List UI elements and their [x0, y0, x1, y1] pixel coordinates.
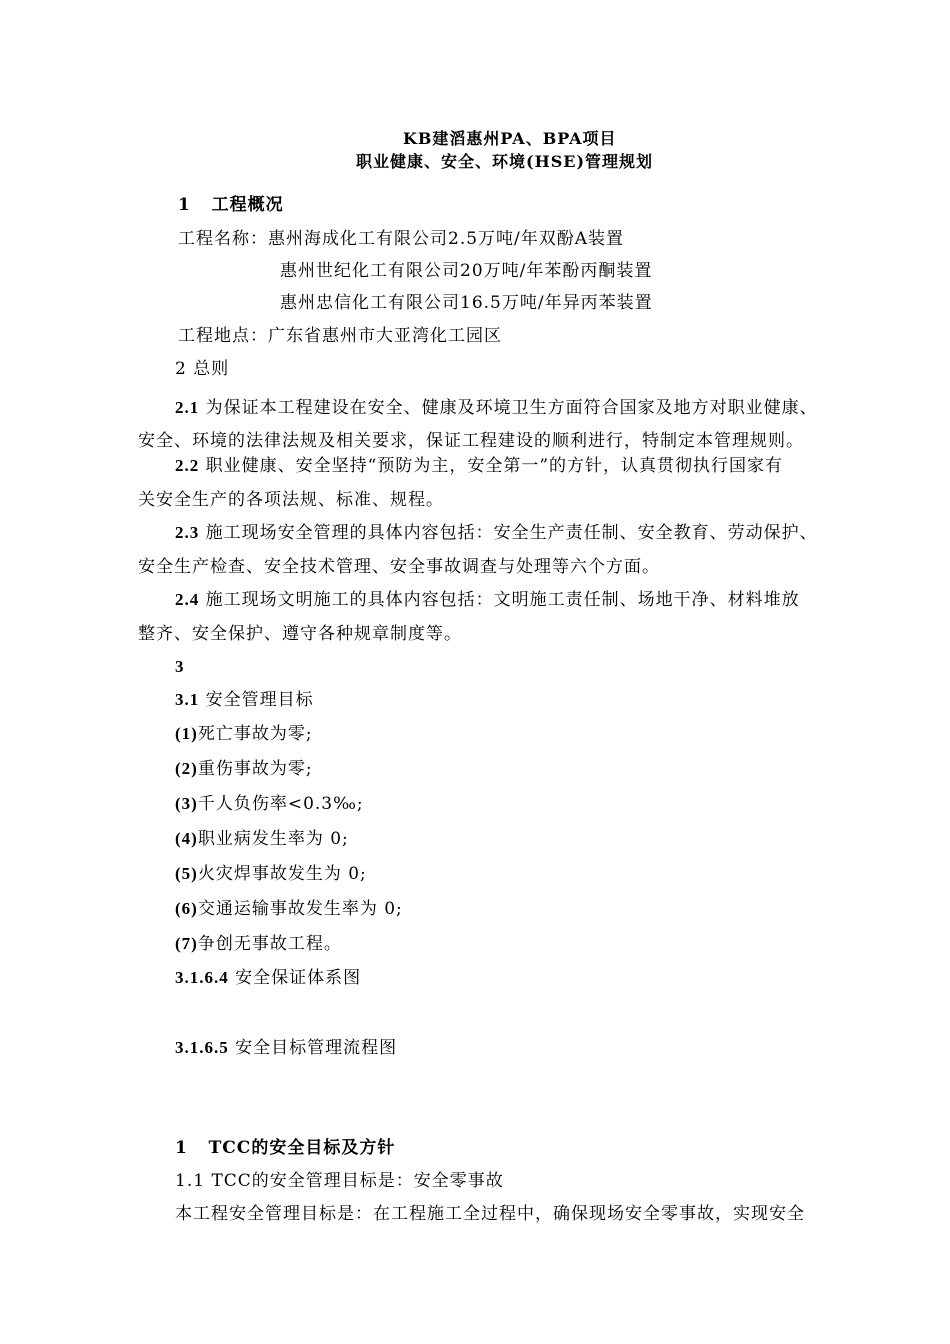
section1-heading [178, 194, 284, 216]
goal-item [175, 933, 342, 955]
goal-num: (7) [175, 934, 198, 953]
goal-item [175, 723, 313, 745]
item-2-2-line2: 关安全生产的各项法规、标准、规程。 [138, 490, 444, 510]
goal-item [175, 793, 364, 815]
item-2-2-num: 2.2 [175, 456, 200, 475]
tcc-heading [175, 1137, 395, 1159]
item-2-1-line2: 安全、环境的法律法规及相关要求，保证工程建设的顺利进行，特制定本管理规则。 [138, 431, 804, 451]
item-2-4-line2: 整齐、安全保护、遵守各种规章制度等。 [138, 624, 462, 644]
figure-title: 安全保证体系图 [235, 968, 362, 988]
item-2-3-line1 [175, 522, 818, 544]
goal-text: 千人负伤率<0.3‰; [197, 794, 364, 814]
goal-item [175, 898, 403, 920]
item-2-4-text: 施工现场文明施工的具体内容包括：文明施工责任制、场地干净、材料堆放 [205, 590, 800, 610]
goal-item [175, 863, 367, 885]
goal-text: 职业病发生率为 0; [197, 829, 349, 849]
item-2-2-line1 [175, 455, 783, 477]
item-2-1-num: 2.1 [175, 398, 200, 417]
project-location-label: 工程地点： [178, 326, 268, 346]
goal-num: (1) [175, 724, 198, 743]
figure-caption-safety-system [175, 967, 361, 989]
goal-text: 交通运输事故发生率为 0; [197, 899, 403, 919]
tcc-item-1-1: 1.1 TCC的安全管理目标是：安全零事故 [175, 1171, 504, 1191]
section2-heading: 2 总则 [175, 359, 230, 379]
tcc-number: 1 [175, 1138, 188, 1158]
goal-num: (3) [175, 794, 198, 813]
section3-number: 3 [175, 657, 185, 676]
goal-num: (5) [175, 864, 198, 883]
item-2-1-text: 为保证本工程建设在安全、健康及环境卫生方面符合国家及地方对职业健康、 [205, 398, 818, 418]
section3-1-title: 安全管理目标 [205, 690, 314, 710]
figure-num: 3.1.6.5 [175, 1038, 229, 1057]
tcc-paragraph: 本工程安全管理目标是：在工程施工全过程中，确保现场安全零事故，实现安全 [175, 1204, 805, 1224]
goal-num: (6) [175, 899, 198, 918]
section3-1-heading [175, 689, 314, 711]
item-2-4-line1 [175, 589, 800, 611]
item-2-3-num: 2.3 [175, 523, 200, 542]
section1-number: 1 [178, 195, 191, 215]
figure-num: 3.1.6.4 [175, 968, 229, 987]
project-location: 广东省惠州市大亚湾化工园区 [268, 326, 502, 346]
project-location-row [178, 325, 502, 347]
project-name-label: 工程名称： [178, 229, 268, 249]
goal-num: (4) [175, 829, 198, 848]
figure-caption-target-flow [175, 1037, 397, 1059]
item-2-1-line1 [175, 397, 818, 419]
goal-num: (2) [175, 759, 198, 778]
item-2-3-text: 施工现场安全管理的具体内容包括：安全生产责任制、安全教育、劳动保护、 [205, 523, 818, 543]
tcc-title: TCC的安全目标及方针 [208, 1138, 396, 1158]
project-name-row [178, 228, 624, 250]
goal-text: 争创无事故工程。 [197, 934, 342, 954]
goal-item [175, 828, 349, 850]
goal-item [175, 758, 313, 780]
goal-text: 死亡事故为零; [197, 724, 313, 744]
doc-title-line1: KB建滔惠州PA、BPA项目 [403, 129, 617, 148]
section1-title: 工程概况 [211, 195, 284, 215]
item-2-4-num: 2.4 [175, 590, 200, 609]
project-name-1: 惠州海成化工有限公司2.5万吨/年双酚A装置 [268, 229, 625, 249]
item-2-2-text: 职业健康、安全坚持“预防为主，安全第一”的方针，认真贯彻执行国家有 [205, 456, 784, 476]
goal-text: 重伤事故为零; [197, 759, 313, 779]
section3-1-num: 3.1 [175, 690, 200, 709]
figure-title: 安全目标管理流程图 [235, 1038, 398, 1058]
doc-title-line2: 职业健康、安全、环境(HSE)管理规划 [356, 152, 654, 171]
goal-text: 火灾焊事故发生为 0; [197, 864, 367, 884]
item-2-3-line2: 安全生产检查、安全技术管理、安全事故调查与处理等六个方面。 [138, 557, 660, 577]
project-name-3: 惠州忠信化工有限公司16.5万吨/年异丙苯装置 [280, 293, 653, 313]
project-name-2: 惠州世纪化工有限公司20万吨/年苯酚丙酮装置 [280, 261, 653, 281]
